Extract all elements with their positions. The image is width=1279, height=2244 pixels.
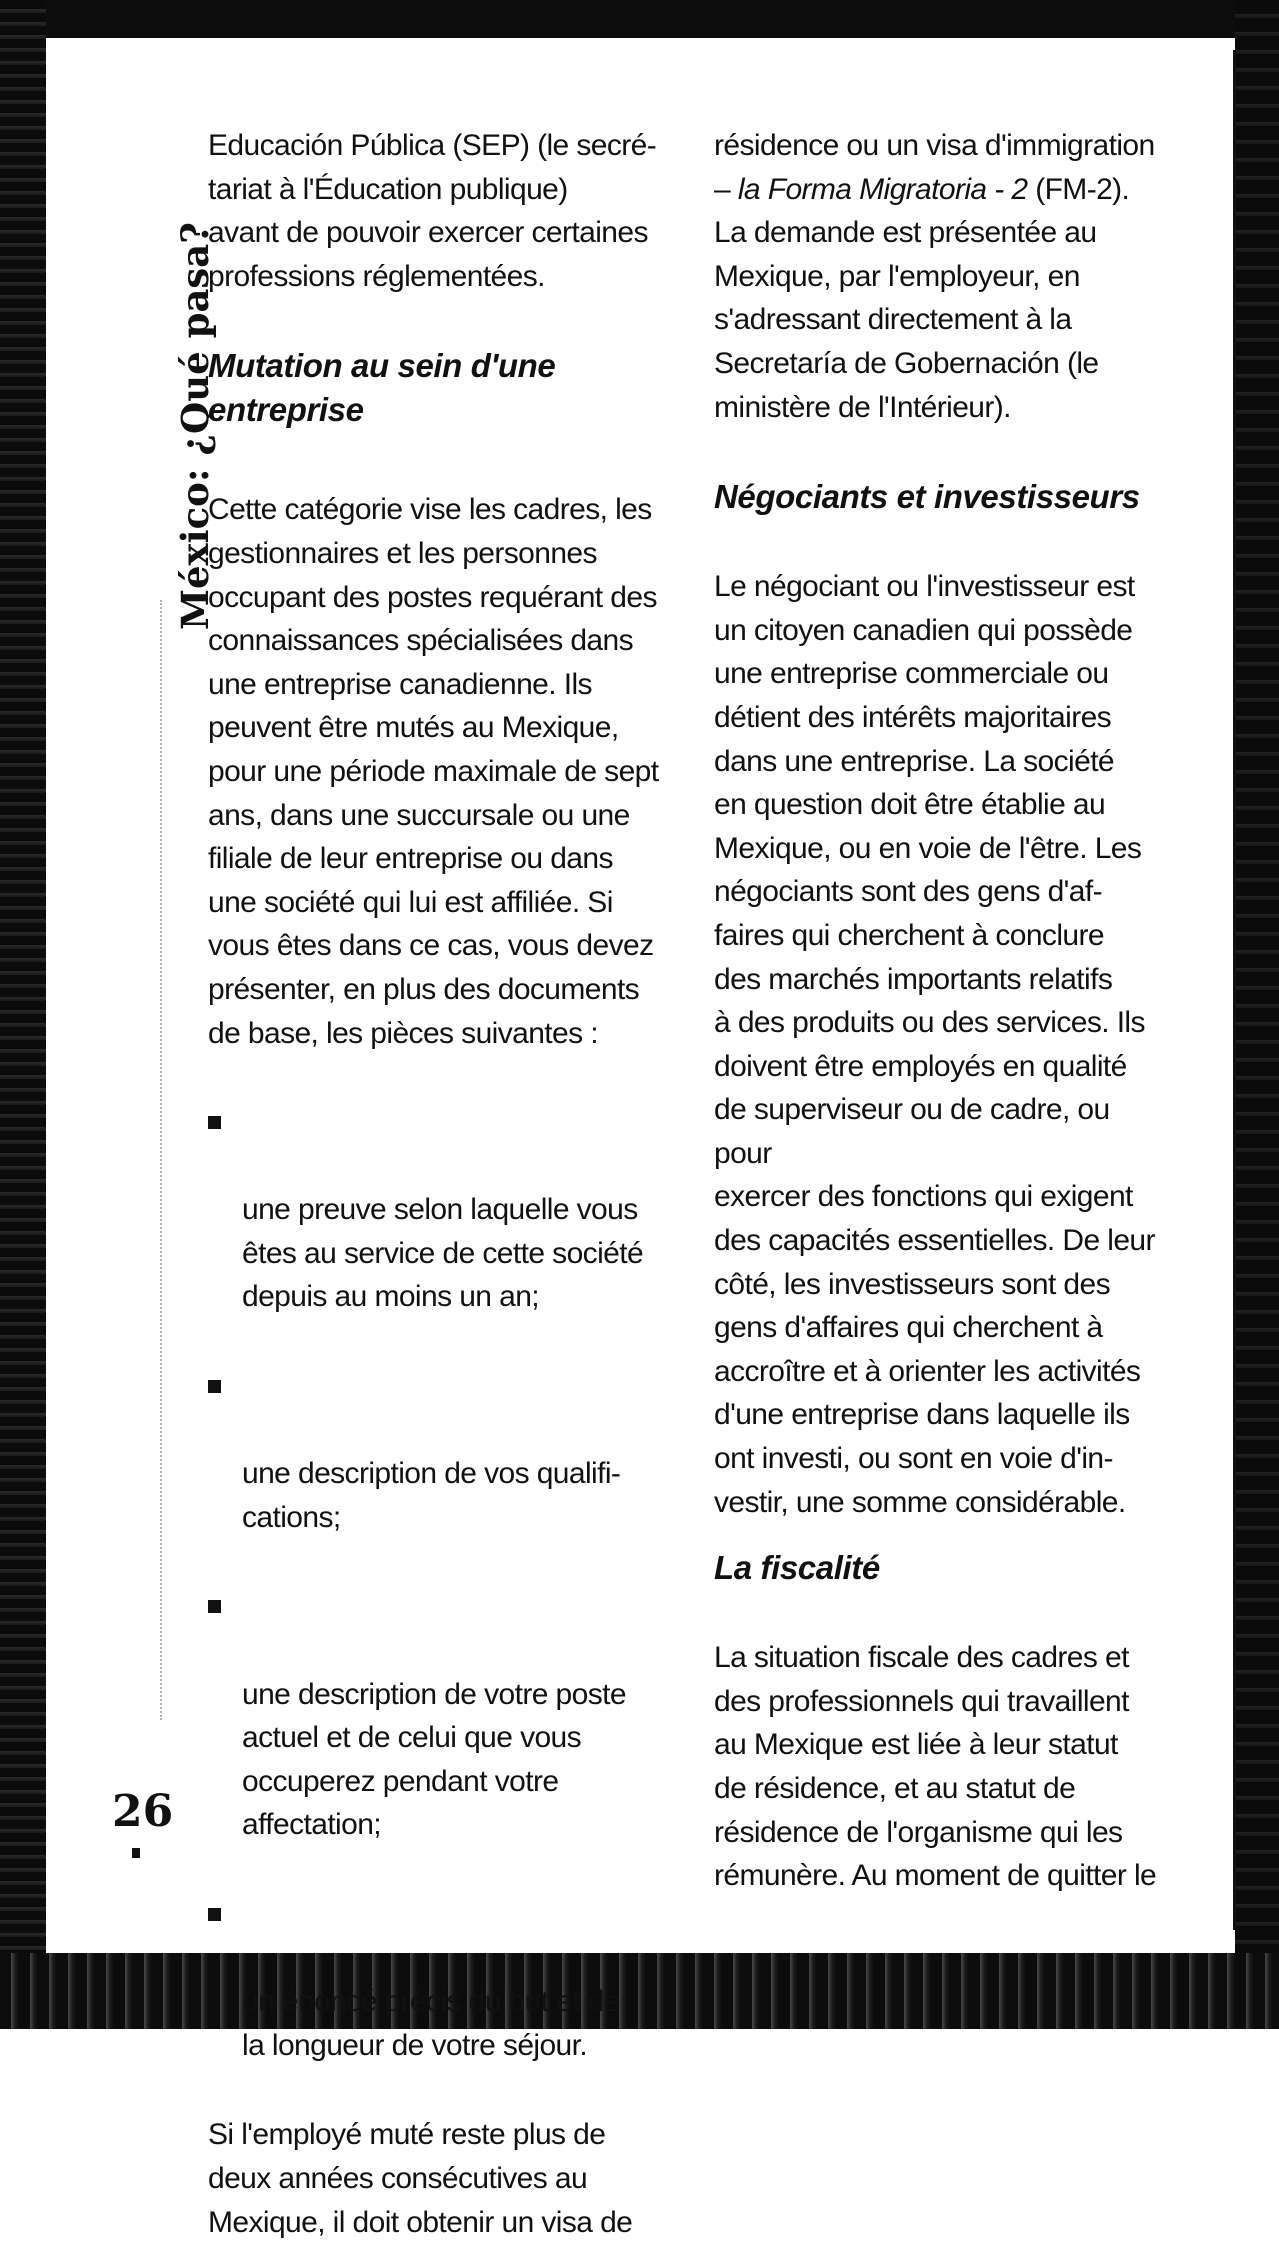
- fm2-code: (FM-2).: [1027, 172, 1130, 206]
- bullet-text: une description de votre poste actuel et de celui que vous occuperez pendant votre affectation;: [242, 1677, 626, 1842]
- bullet-square-icon: [208, 1380, 221, 1393]
- scan-frame-left: [0, 0, 46, 2029]
- intro-paragraph: Educación Pública (SEP) (le secré- tariat à l'Éducation publique) avant de pouvoir exercer certaines professions réglementées.: [208, 129, 657, 293]
- bullet-text: un énoncé précis du but et de la longueur de votre séjour.: [242, 1985, 620, 2062]
- continuation-line: résidence ou un visa d'immigration: [714, 129, 1155, 162]
- section-heading-mutation: Mutation au sein d'une entreprise: [208, 347, 556, 429]
- bullet-square-icon: [208, 1908, 221, 1921]
- bullet-square-icon: [208, 1116, 221, 1129]
- right-column: [714, 124, 1174, 1898]
- bullet-item: [208, 1101, 678, 1319]
- left-column: [208, 124, 678, 2244]
- section-heading-tax: La fiscalité: [714, 1549, 880, 1587]
- forma-migratoria-term: la Forma Migratoria - 2: [737, 172, 1028, 206]
- section-heading-traders: Négociants et investisseurs: [714, 478, 1140, 516]
- dotted-margin-guide: [160, 600, 162, 1720]
- traders-paragraph: Le négociant ou l'investisseur est un citoyen canadien qui possède une entreprise commerciale ou détient des intérêts majoritaires dans une entreprise. La société en question doit être établie au Mexique, ou en voie de l'être. Les négociants sont des gens d'af- faires qui cherchent à conclure des marchés importants relatifs à des produits ou des services. Ils doivent être employés en qualité de superviseur ou de cadre, ou pour exercer des fonctions qui exigent des capacités essentielles. De leur côté, les investisseurs sont des gens d'affaires qui cherchent à accroître et à orienter les activités d'une entreprise dans laquelle ils ont investi, ou sont en voie d'in- vestir, une somme considérable.: [714, 570, 1155, 1519]
- bullet-item: [208, 1365, 678, 1539]
- closing-paragraph: Si l'employé muté reste plus de deux années consécutives au Mexique, il doit obtenir un visa de: [208, 2118, 633, 2239]
- page-number: 26: [112, 1786, 174, 1837]
- tax-paragraph: La situation fiscale des cadres et des professionnels qui travaillent au Mexique est liée à leur statut de résidence, et au statut de résidence de l'organisme qui les rémunère. Au moment de quitter le: [714, 1641, 1157, 1893]
- bullet-text: une description de vos qualifi- cations;: [242, 1457, 621, 1534]
- scan-frame-right: [1235, 0, 1279, 2029]
- continuation-rest: La demande est présentée au Mexique, par l'employeur, en s'adressant directement à la Secretaría de Gobernación (le ministère de l'Intérieur).: [714, 216, 1099, 424]
- bullet-square-icon: [208, 1600, 221, 1613]
- running-title: México: ¿Qué pasa?: [173, 222, 217, 630]
- page-corner-mark: [132, 1848, 140, 1858]
- continuation-dash: –: [714, 172, 738, 206]
- scan-frame-top: [0, 0, 1279, 38]
- body-paragraph-mutation: Cette catégorie vise les cadres, les gestionnaires et les personnes occupant des postes requérant des connaissances spécialisées dans une entreprise canadienne. Ils peuvent être mutés au Mexique, pour une période maximale de sept ans, dans une succursale ou une filiale de leur entreprise ou dans une société qui lui est affiliée. Si vous êtes dans ce cas, vous devez présenter, en plus des documents de base, les pièces suivantes :: [208, 493, 659, 1050]
- bullet-item: [208, 1585, 678, 1847]
- bullet-text: une preuve selon laquelle vous êtes au service de cette société depuis au moins un an;: [242, 1193, 644, 1314]
- continuation-paragraph: [714, 124, 1174, 429]
- right-margin-rule: [1233, 50, 1236, 1930]
- bullet-item: [208, 1893, 678, 2067]
